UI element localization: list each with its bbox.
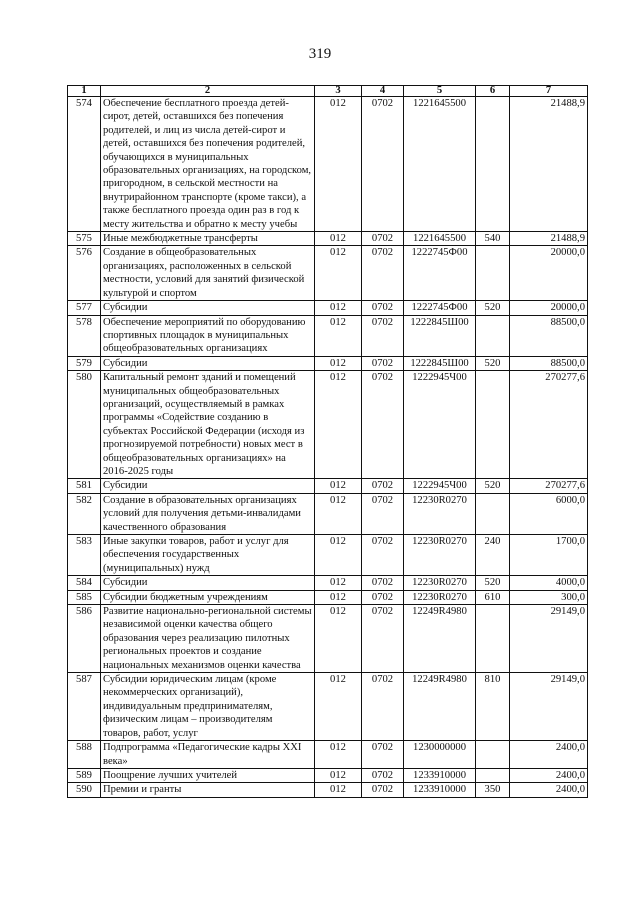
row-sum: 20000,0 [510, 301, 588, 315]
row-section-code: 0702 [362, 246, 404, 301]
row-target-code: 1222945Ч00 [404, 371, 476, 479]
row-name: Субсидии [101, 356, 315, 370]
row-ministry-code: 012 [315, 97, 362, 232]
row-sum: 21488,9 [510, 97, 588, 232]
table-row [68, 97, 588, 232]
table-row [68, 246, 588, 301]
row-ministry-code: 012 [315, 535, 362, 576]
row-sum: 270277,6 [510, 479, 588, 493]
row-expense-type: 610 [476, 590, 510, 604]
row-ministry-code: 012 [315, 315, 362, 356]
row-number: 577 [68, 301, 101, 315]
column-header-2: 2 [101, 86, 315, 97]
row-number: 589 [68, 768, 101, 782]
column-header-3: 3 [315, 86, 362, 97]
row-sum: 21488,9 [510, 232, 588, 246]
row-expense-type [476, 315, 510, 356]
row-number: 576 [68, 246, 101, 301]
row-section-code: 0702 [362, 493, 404, 534]
row-number: 583 [68, 535, 101, 576]
row-ministry-code: 012 [315, 741, 362, 769]
row-ministry-code: 012 [315, 576, 362, 590]
row-expense-type: 520 [476, 356, 510, 370]
row-name: Субсидии юридическим лицам (кроме некоммерческих организаций), индивидуальным предпринимателям, физическим лицам – производителям товаров, работ, услуг [101, 673, 315, 741]
row-ministry-code: 012 [315, 479, 362, 493]
row-section-code: 0702 [362, 783, 404, 797]
row-name: Создание в образовательных организациях условий для получения детьми-инвалидами качественного образования [101, 493, 315, 534]
row-sum: 300,0 [510, 590, 588, 604]
row-section-code: 0702 [362, 576, 404, 590]
row-target-code: 1222845Ш00 [404, 356, 476, 370]
row-target-code: 12249R4980 [404, 673, 476, 741]
row-ministry-code: 012 [315, 301, 362, 315]
row-name: Субсидии бюджетным учреждениям [101, 590, 315, 604]
row-section-code: 0702 [362, 371, 404, 479]
table-row [68, 605, 588, 673]
row-section-code: 0702 [362, 232, 404, 246]
row-target-code: 12230R0270 [404, 590, 476, 604]
row-target-code: 12230R0270 [404, 535, 476, 576]
row-section-code: 0702 [362, 535, 404, 576]
table-row [68, 768, 588, 782]
row-name: Субсидии [101, 479, 315, 493]
row-name: Обеспечение мероприятий по оборудованию спортивных площадок в муниципальных общеобразовательных организациях [101, 315, 315, 356]
row-section-code: 0702 [362, 768, 404, 782]
row-target-code: 1222845Ш00 [404, 315, 476, 356]
row-name: Создание в общеобразовательных организациях, расположенных в сельской местности, условий для занятий физической культурой и спортом [101, 246, 315, 301]
row-number: 580 [68, 371, 101, 479]
row-name: Обеспечение бесплатного проезда детей-сирот, детей, оставшихся без попечения родителей, и лиц из числа детей-сирот и детей, оставшихся без попечения родителей, обучающихся в муниципальных образовательных организациях, на городском, пригородном, в сельской местности на внутрирайонном транспорте (кроме такси), а также бесплатного проезда один раз в год к месту жительства и обратно к месту учебы [101, 97, 315, 232]
column-header-6: 6 [476, 86, 510, 97]
row-target-code: 1233910000 [404, 783, 476, 797]
table-row [68, 741, 588, 769]
row-ministry-code: 012 [315, 768, 362, 782]
row-name: Поощрение лучших учителей [101, 768, 315, 782]
row-name: Субсидии [101, 576, 315, 590]
row-name: Подпрограмма «Педагогические кадры XXI века» [101, 741, 315, 769]
row-target-code: 1222745Ф00 [404, 301, 476, 315]
row-number: 574 [68, 97, 101, 232]
row-expense-type: 810 [476, 673, 510, 741]
row-ministry-code: 012 [315, 232, 362, 246]
row-number: 578 [68, 315, 101, 356]
row-ministry-code: 012 [315, 356, 362, 370]
row-number: 586 [68, 605, 101, 673]
row-number: 585 [68, 590, 101, 604]
row-sum: 2400,0 [510, 741, 588, 769]
row-ministry-code: 012 [315, 605, 362, 673]
table-row [68, 479, 588, 493]
row-sum: 20000,0 [510, 246, 588, 301]
row-number: 590 [68, 783, 101, 797]
row-ministry-code: 012 [315, 783, 362, 797]
table-row [68, 590, 588, 604]
row-section-code: 0702 [362, 673, 404, 741]
row-sum: 88500,0 [510, 315, 588, 356]
table-row [68, 783, 588, 797]
row-sum: 1700,0 [510, 535, 588, 576]
row-target-code: 1221645500 [404, 232, 476, 246]
row-name: Иные закупки товаров, работ и услуг для обеспечения государственных (муниципальных) нужд [101, 535, 315, 576]
column-header-1: 1 [68, 86, 101, 97]
row-sum: 4000,0 [510, 576, 588, 590]
row-section-code: 0702 [362, 605, 404, 673]
row-expense-type [476, 246, 510, 301]
table-row [68, 371, 588, 479]
row-ministry-code: 012 [315, 493, 362, 534]
table-row [68, 535, 588, 576]
row-number: 581 [68, 479, 101, 493]
row-sum: 29149,0 [510, 605, 588, 673]
row-sum: 2400,0 [510, 783, 588, 797]
row-ministry-code: 012 [315, 246, 362, 301]
row-target-code: 1221645500 [404, 97, 476, 232]
row-name: Иные межбюджетные трансферты [101, 232, 315, 246]
row-target-code: 1230000000 [404, 741, 476, 769]
table-row [68, 673, 588, 741]
row-expense-type: 520 [476, 576, 510, 590]
row-section-code: 0702 [362, 301, 404, 315]
row-section-code: 0702 [362, 741, 404, 769]
table-row [68, 301, 588, 315]
table-row [68, 315, 588, 356]
row-ministry-code: 012 [315, 371, 362, 479]
row-expense-type [476, 605, 510, 673]
row-expense-type: 350 [476, 783, 510, 797]
row-ministry-code: 012 [315, 590, 362, 604]
row-target-code: 12230R0270 [404, 493, 476, 534]
row-number: 588 [68, 741, 101, 769]
table-row [68, 232, 588, 246]
row-expense-type [476, 493, 510, 534]
row-target-code: 1233910000 [404, 768, 476, 782]
row-expense-type [476, 768, 510, 782]
row-ministry-code: 012 [315, 673, 362, 741]
column-header-4: 4 [362, 86, 404, 97]
row-number: 587 [68, 673, 101, 741]
row-expense-type: 520 [476, 301, 510, 315]
budget-table [67, 85, 588, 798]
row-target-code: 1222945Ч00 [404, 479, 476, 493]
row-section-code: 0702 [362, 479, 404, 493]
row-section-code: 0702 [362, 590, 404, 604]
page-number: 319 [308, 46, 332, 62]
row-sum: 2400,0 [510, 768, 588, 782]
column-header-7: 7 [510, 86, 588, 97]
row-target-code: 1222745Ф00 [404, 246, 476, 301]
row-expense-type [476, 741, 510, 769]
row-sum: 29149,0 [510, 673, 588, 741]
table-row [68, 576, 588, 590]
row-sum: 88500,0 [510, 356, 588, 370]
table-row [68, 356, 588, 370]
row-number: 584 [68, 576, 101, 590]
row-expense-type: 520 [476, 479, 510, 493]
row-number: 582 [68, 493, 101, 534]
row-sum: 6000,0 [510, 493, 588, 534]
row-target-code: 12249R4980 [404, 605, 476, 673]
row-expense-type [476, 97, 510, 232]
row-expense-type: 540 [476, 232, 510, 246]
row-section-code: 0702 [362, 356, 404, 370]
row-section-code: 0702 [362, 315, 404, 356]
row-expense-type: 240 [476, 535, 510, 576]
row-name: Развитие национально-региональной системы независимой оценки качества общего образования через реализацию пилотных региональных проектов и создание национальных механизмов оценки качества [101, 605, 315, 673]
row-section-code: 0702 [362, 97, 404, 232]
row-number: 579 [68, 356, 101, 370]
column-header-5: 5 [404, 86, 476, 97]
row-name: Субсидии [101, 301, 315, 315]
table-row [68, 493, 588, 534]
row-sum: 270277,6 [510, 371, 588, 479]
header-row [68, 86, 588, 97]
row-name: Капитальный ремонт зданий и помещений муниципальных общеобразовательных организаций, осуществляемый в рамках программы «Содействие созданию в субъектах Российской Федерации (исходя из прогнозируемой потребности) новых мест в общеобразовательных организациях» на 2016-2025 годы [101, 371, 315, 479]
row-name: Премии и гранты [101, 783, 315, 797]
row-expense-type [476, 371, 510, 479]
row-target-code: 12230R0270 [404, 576, 476, 590]
row-number: 575 [68, 232, 101, 246]
